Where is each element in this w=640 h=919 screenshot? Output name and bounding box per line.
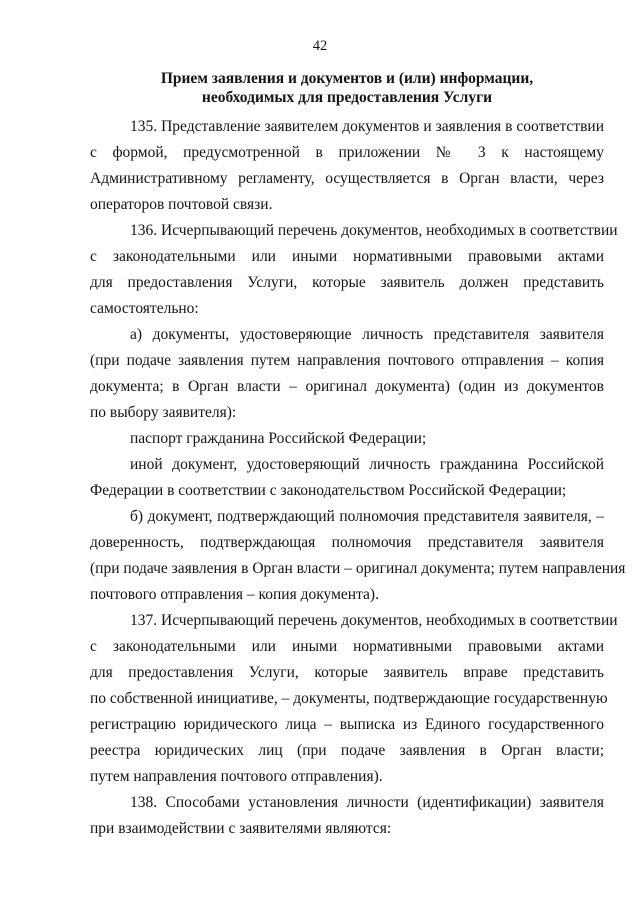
text-line: реестра юридических лиц (при подаче заявления в Орган власти;: [90, 742, 604, 759]
section-heading: [90, 69, 604, 107]
text-line: иной документ, удостоверяющий личность гражданина Российской: [130, 456, 604, 473]
text-line: почтового отправления – копия документа).: [90, 586, 379, 603]
text-line: самостоятельно:: [90, 300, 199, 317]
text-line: для предоставления Услуги, которые заявитель должен представить: [90, 274, 604, 291]
body-text: [90, 114, 626, 842]
section-heading-line-1: Прием заявления и документов и (или) информации,: [160, 70, 534, 87]
text-line: доверенность, подтверждающая полномочия представителя заявителя: [90, 534, 604, 551]
text-line: документа; в Орган власти – оригинал документа) (один из документов: [90, 378, 604, 395]
text-line: при взаимодействии с заявителями являются:: [90, 820, 392, 837]
text-line: а) документы, удостоверяющие личность представителя заявителя: [130, 326, 604, 343]
text-line: Федерации в соответствии с законодательством Российской Федерации;: [90, 482, 567, 499]
text-line: путем направления почтового отправления).: [90, 768, 383, 785]
text-line: по выбору заявителя):: [90, 404, 237, 421]
text-line: Административному регламенту, осуществляется в Орган власти, через: [90, 170, 604, 187]
text-line: (при подаче заявления в Орган власти – оригинал документа; путем направления: [90, 560, 626, 577]
text-line: по собственной инициативе, – документы, подтверждающие государственную: [90, 690, 608, 707]
text-line: (при подаче заявления путем направления почтового отправления – копия: [90, 352, 604, 369]
text-line: с формой, предусмотренной в приложении № 3 к настоящему: [90, 144, 604, 161]
text-line: 138. Способами установления личности (идентификации) заявителя: [130, 794, 604, 811]
text-line: б) документ, подтверждающий полномочия представителя заявителя, –: [130, 508, 604, 525]
text-line: 135. Представление заявителем документов и заявления в соответствии: [130, 118, 604, 135]
section-heading-line-2: необходимых для предоставления Услуги: [201, 89, 493, 106]
text-line: с законодательными или иными нормативными правовыми актами: [90, 638, 604, 655]
page-number: 42: [312, 38, 328, 54]
text-line: паспорт гражданина Российской Федерации;: [130, 430, 427, 447]
text-line: операторов почтовой связи.: [90, 196, 273, 213]
text-line: 136. Исчерпывающий перечень документов, необходимых в соответствии: [130, 222, 618, 239]
text-line: для предоставления Услуги, которые заявитель вправе представить: [90, 664, 604, 681]
text-line: 137. Исчерпывающий перечень документов, необходимых в соответствии: [130, 612, 618, 629]
text-line: с законодательными или иными нормативными правовыми актами: [90, 248, 604, 265]
text-line: регистрацию юридического лица – выписка из Единого государственного: [90, 716, 604, 733]
